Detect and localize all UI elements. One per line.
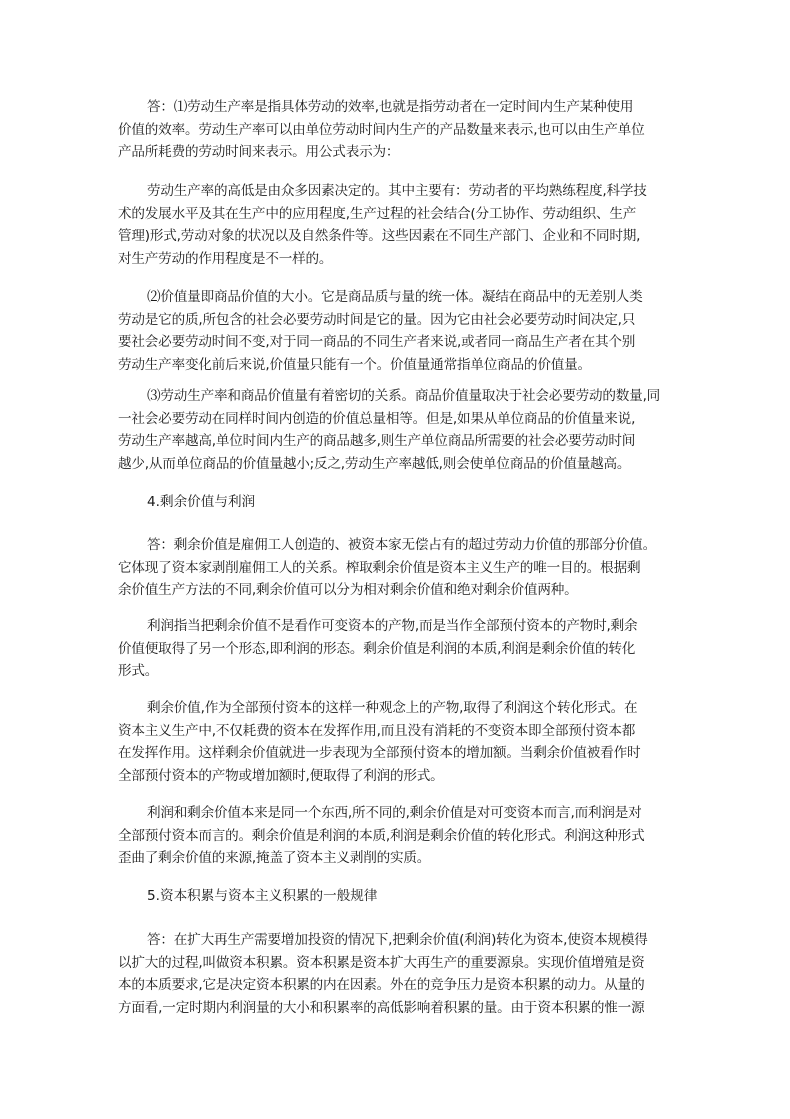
text-line: 答：剩余价值是雇佣工人创造的、被资本家无偿占有的超过劳动力价值的那部分价值。 — [147, 537, 656, 553]
text-line: 产品所耗费的劳动时间来表示。用公式表示为： — [118, 144, 400, 161]
text-line: 价值的效率。劳动生产率可以由单位劳动时间内生产的产品数量来表示,也可以由生产单位 — [118, 121, 645, 138]
text-line: 一社会必要劳动在同样时间内创造的价值总量相等。但是,如果从单位商品的价值量来说, — [118, 410, 636, 427]
text-line: 管理)形式,劳动对象的状况以及自然条件等。这些因素在不同生产部门、企业和不同时期, — [118, 228, 641, 245]
text-line: 它体现了资本家剥削雇佣工人的关系。榨取剩余价值是资本主义生产的唯一目的。根据剩 — [118, 559, 641, 576]
paragraph-surplus-to-profit — [118, 697, 688, 787]
paragraph-productivity-factors — [118, 180, 688, 270]
text-line: 利润和剩余价值本来是同一个东西,所不同的,剩余价值是对可变资本而言,而利润是对 — [147, 805, 642, 821]
paragraph-productivity-and-value — [118, 385, 688, 475]
text-line: 全部预付资本而言的。剩余价值是利润的本质,利润是剩余价值的转化形式。利润这种形式 — [118, 827, 645, 844]
text-line: 以扩大的过程,叫做资本积累。资本积累是资本扩大再生产的重要源泉。实现价值增殖是资 — [118, 954, 645, 971]
paragraph-profit-definition — [118, 615, 688, 683]
paragraph-labor-productivity-definition — [118, 96, 688, 164]
text-line: 对生产劳动的作用程度是不一样的。 — [118, 250, 333, 267]
text-line: 劳动生产率变化前后来说,价值量只能有一个。价值量通常指单位商品的价值量。 — [118, 356, 591, 373]
paragraph-value-magnitude — [118, 286, 688, 376]
text-line: 术的发展水平及其在生产中的应用程度,生产过程的社会结合(分工协作、劳动组织、生产 — [118, 205, 637, 222]
text-line: 剩余价值,作为全部预付资本的这样一种观念上的产物,取得了利润这个转化形式。在 — [147, 700, 638, 716]
text-line: 利润指当把剩余价值不是看作可变资本的产物,而是当作全部预付资本的产物时,剩余 — [147, 618, 638, 634]
text-line: 资本主义生产中,不仅耗费的资本在发挥作用,而且没有消耗的不变资本即全部预付资本都 — [118, 722, 636, 739]
text-line: 越少,从而单位商品的价值量越小;反之,劳动生产率越低,则会使单位商品的价值量越高。 — [118, 455, 631, 472]
section-heading-surplus-value-profit: 4.剩余价值与利润 — [147, 494, 256, 510]
text-line: 方面看,一定时期内利润量的大小和积累率的高低影响着积累的量。由于资本积累的惟一源 — [118, 999, 645, 1016]
paragraph-profit-vs-surplus — [118, 802, 688, 870]
paragraph-capital-accumulation — [118, 929, 688, 1019]
text-line: ⑵价值量即商品价值的大小。它是商品质与量的统一体。凝结在商品中的无差别人类 — [147, 289, 643, 305]
section-heading-capital-accumulation: 5.资本积累与资本主义积累的一般规律 — [147, 888, 378, 904]
text-line: 劳动是它的质,所包含的社会必要劳动时间是它的量。因为它由社会必要劳动时间决定,只 — [118, 311, 636, 328]
text-line: 答：在扩大再生产需要增加投资的情况下,把剩余价值(利润)转化为资本,使资本规模得 — [147, 932, 648, 948]
text-line: 劳动生产率越高,单位时间内生产的商品越多,则生产单位商品所需要的社会必要劳动时间 — [118, 433, 636, 450]
text-line: 在发挥作用。这样剩余价值就进一步表现为全部预付资本的增加额。当剩余价值被看作时 — [118, 745, 641, 762]
text-line: 要社会必要劳动时间不变,对于同一商品的不同生产者来说,或者同一商品生产者在其个别 — [118, 334, 636, 351]
text-line: 本的本质要求,它是决定资本积累的内在因素。外在的竞争压力是资本积累的动力。从量的 — [118, 977, 645, 994]
text-line: 价值便取得了另一个形态,即利润的形态。剩余价值是利润的本质,利润是剩余价值的转化 — [118, 640, 636, 657]
text-line: 答：⑴劳动生产率是指具体劳动的效率,也就是指劳动者在一定时间内生产某种使用 — [147, 99, 634, 115]
text-line: 形式。 — [118, 663, 159, 680]
text-line: 全部预付资本的产物或增加额时,便取得了利润的形式。 — [118, 767, 444, 784]
text-line: 余价值生产方法的不同,剩余价值可以分为相对剩余价值和绝对剩余价值两种。 — [118, 582, 578, 599]
text-line: ⑶劳动生产率和商品价值量有着密切的关系。商品价值量取决于社会必要劳动的数量,同 — [147, 388, 661, 404]
paragraph-surplus-value-definition — [118, 534, 688, 602]
text-line: 劳动生产率的高低是由众多因素决定的。其中主要有：劳动者的平均熟练程度,科学技 — [147, 183, 647, 199]
text-line: 歪曲了剩余价值的来源,掩盖了资本主义剥削的实质。 — [118, 850, 431, 867]
